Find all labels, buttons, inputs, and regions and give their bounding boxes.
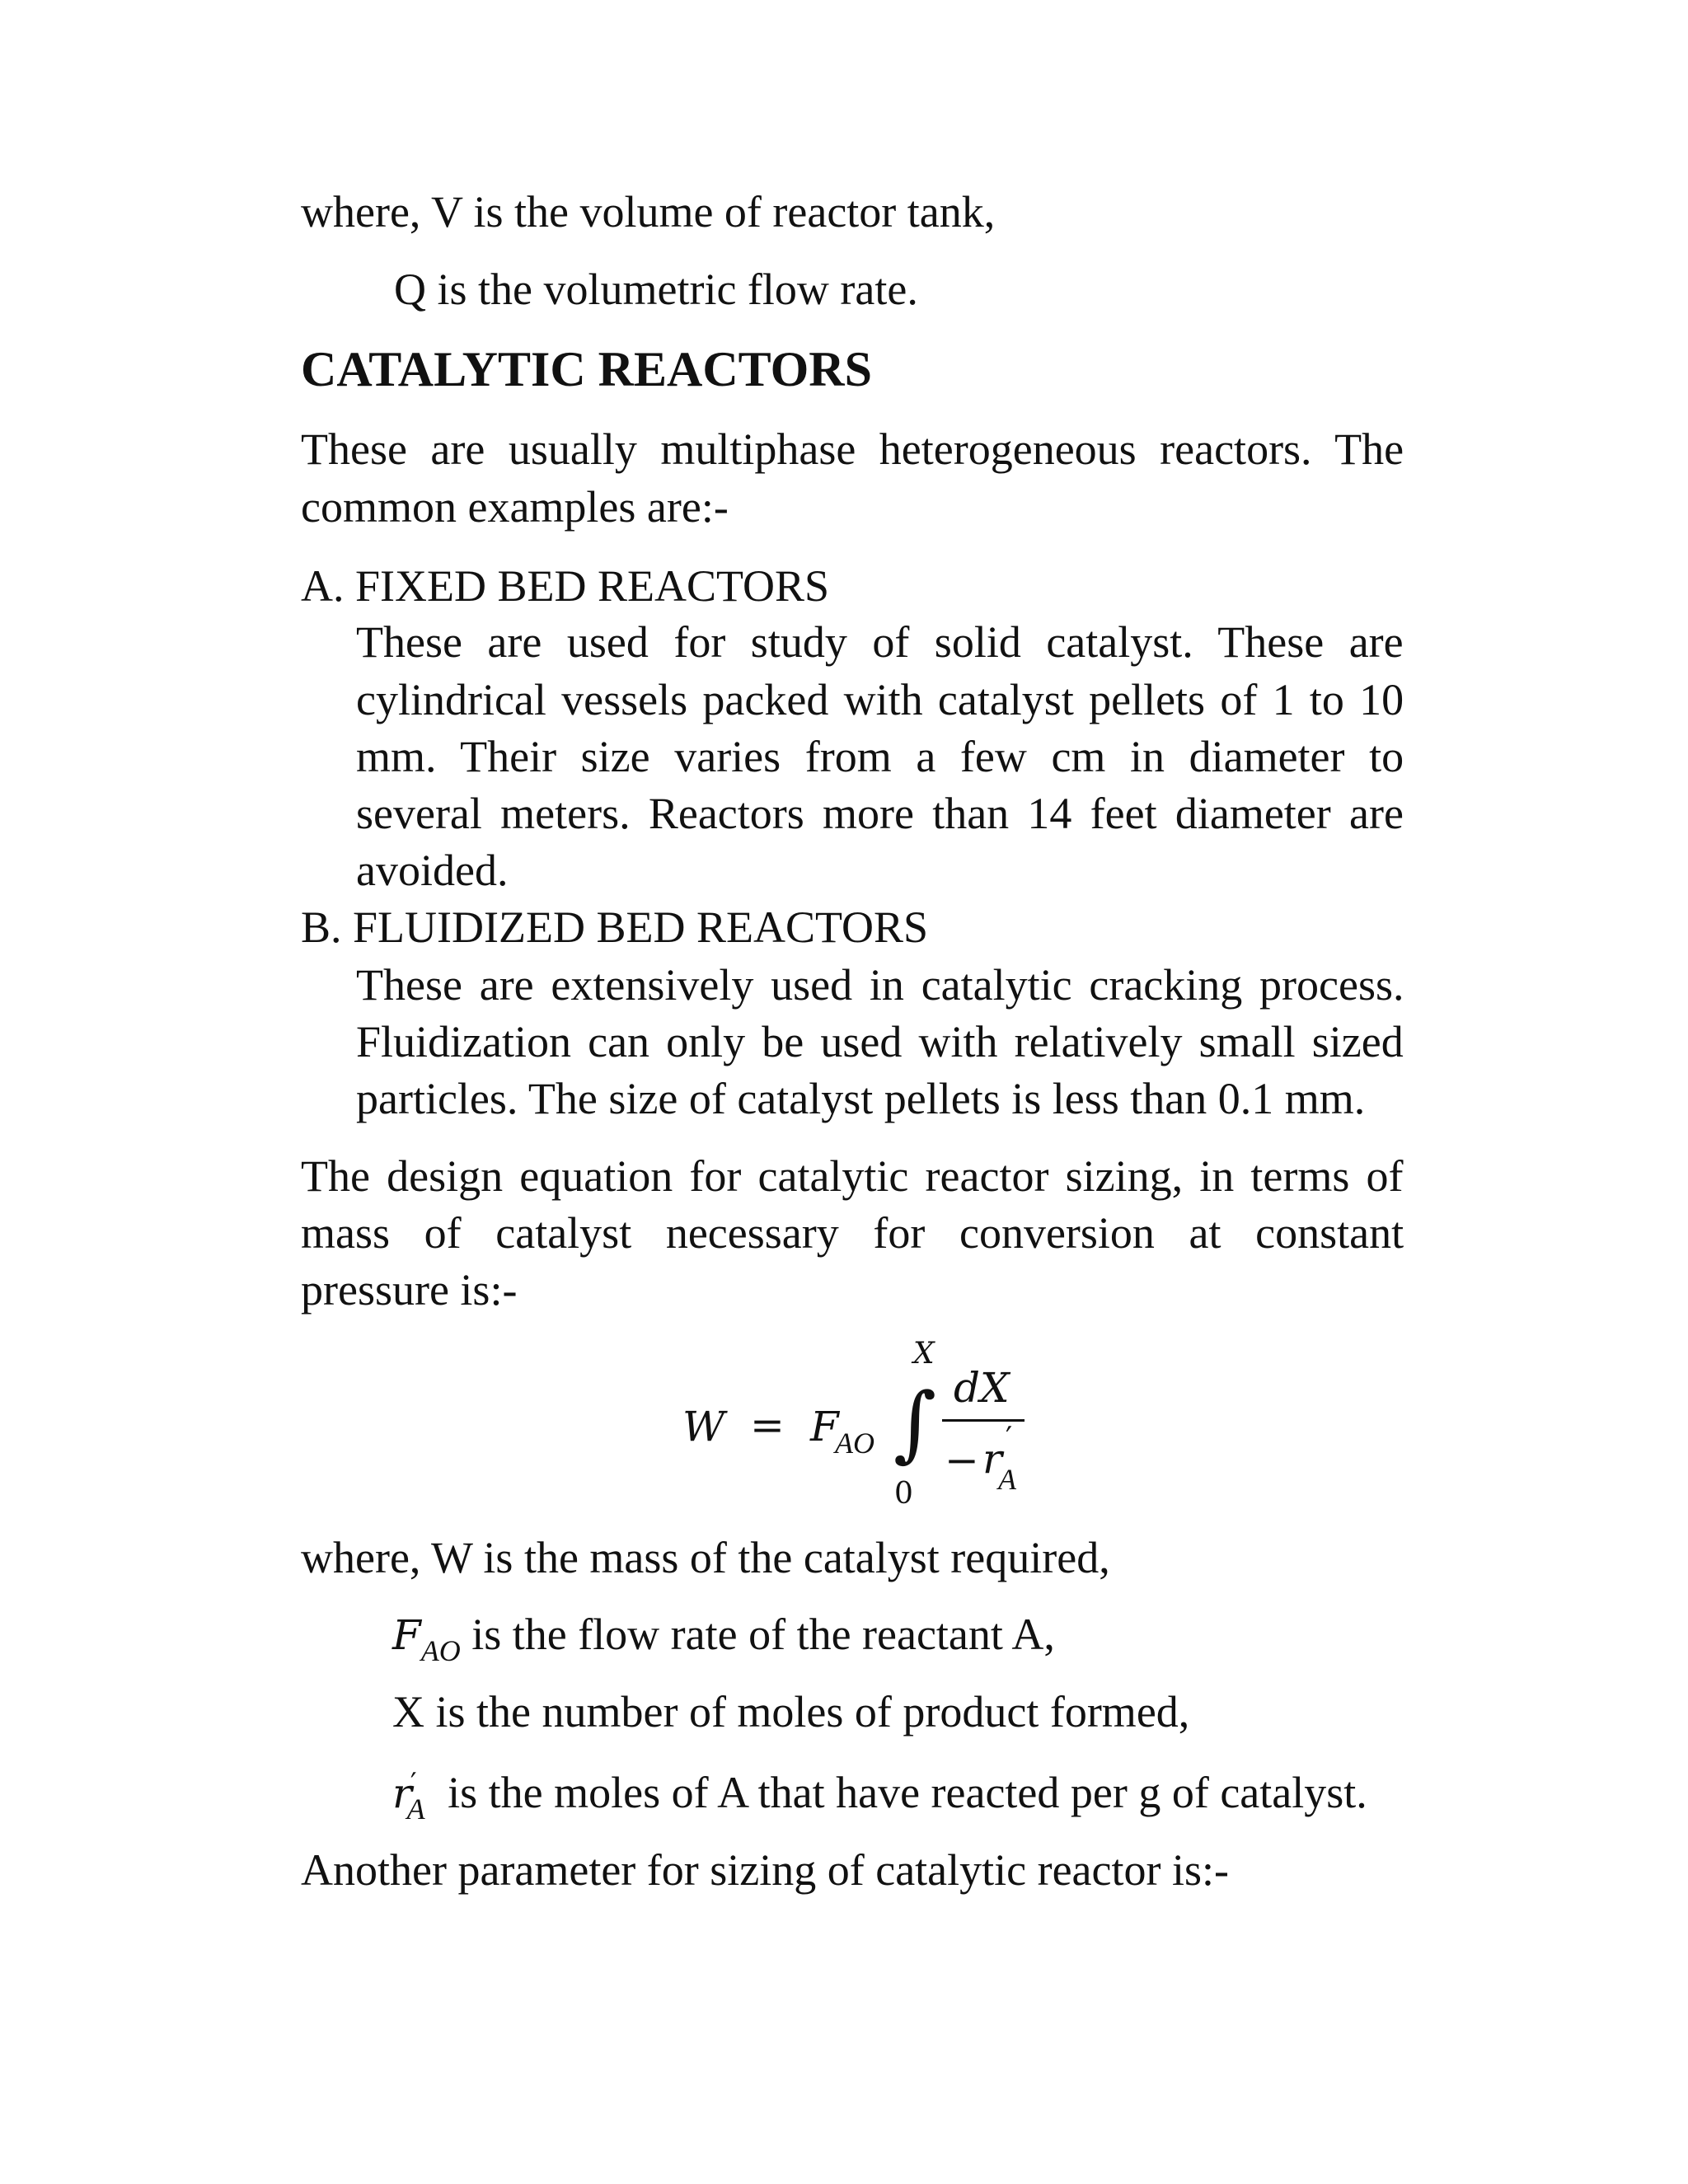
text-line-justified: cylindrical vessels packed with catalyst pellets of 1 to 10 (356, 675, 1404, 724)
text-line-justified: Fluidization can only be used with relatively small sized (356, 1017, 1404, 1066)
fraction-minus: − (945, 1436, 979, 1484)
section-heading: CATALYTIC REACTORS (301, 342, 872, 396)
fraction-r: r (982, 1435, 1002, 1483)
definition-line (392, 1605, 1055, 1668)
definition-text: is the flow rate of the reactant A, (460, 1610, 1055, 1659)
text-line-justified: mm. Their size varies from a few cm in diameter to (356, 732, 1404, 781)
list-item-title: A. FIXED BED REACTORS (301, 561, 830, 611)
text-line: where, W is the mass of the catalyst required, (301, 1533, 1110, 1582)
definition-line (392, 1764, 1367, 1827)
definition-text: is the moles of A that have reacted per g of catalyst. (436, 1768, 1367, 1817)
symbol-r-prime: ′ (410, 1767, 417, 1800)
text-line: particles. The size of catalyst pellets is less than 0.1 mm. (356, 1074, 1366, 1123)
text-line-justified: The design equation for catalytic reactor sizing, in terms of (301, 1151, 1404, 1201)
list-item-title: B. FLUIDIZED BED REACTORS (301, 902, 929, 952)
integral-sign: ∫ (893, 1375, 937, 1471)
text-line-justified: several meters. Reactors more than 14 feet diameter are (356, 789, 1404, 838)
symbol-f: F (392, 1611, 421, 1659)
equation-f: F (810, 1403, 839, 1451)
text-line: Q is the volumetric flow rate. (394, 265, 918, 314)
text-line: pressure is:- (301, 1265, 518, 1315)
symbol-f-subscript: AO (420, 1634, 461, 1667)
fraction-r-prime: ′ (1006, 1422, 1013, 1455)
text-line: avoided. (356, 846, 509, 895)
fraction-r-subscript: A (998, 1463, 1016, 1496)
text-line: Another parameter for sizing of catalytic reactor is:- (301, 1845, 1229, 1895)
equation-f-subscript: AO (835, 1427, 874, 1460)
symbol-r: r (392, 1769, 412, 1817)
fraction-numerator: dX (954, 1364, 1010, 1412)
integral-lower-limit: 0 (894, 1477, 913, 1511)
text-line-justified: These are extensively used in catalytic cracking process. (356, 960, 1404, 1010)
equation-equals: = (750, 1401, 785, 1449)
text-line: where, V is the volume of reactor tank, (301, 187, 996, 237)
equation-lhs: W (682, 1403, 725, 1451)
symbol-r-subscript: A (406, 1793, 425, 1825)
integral-upper-limit: X (913, 1337, 935, 1371)
text-line: common examples are:- (301, 482, 729, 532)
text-line: X is the number of moles of product formed, (392, 1687, 1190, 1736)
text-line-justified: These are used for study of solid catalyst. These are (356, 617, 1404, 667)
text-line-justified: These are usually multiphase heterogeneous reactors. The (301, 424, 1404, 474)
text-line-justified: mass of catalyst necessary for conversion at constant (301, 1208, 1404, 1258)
